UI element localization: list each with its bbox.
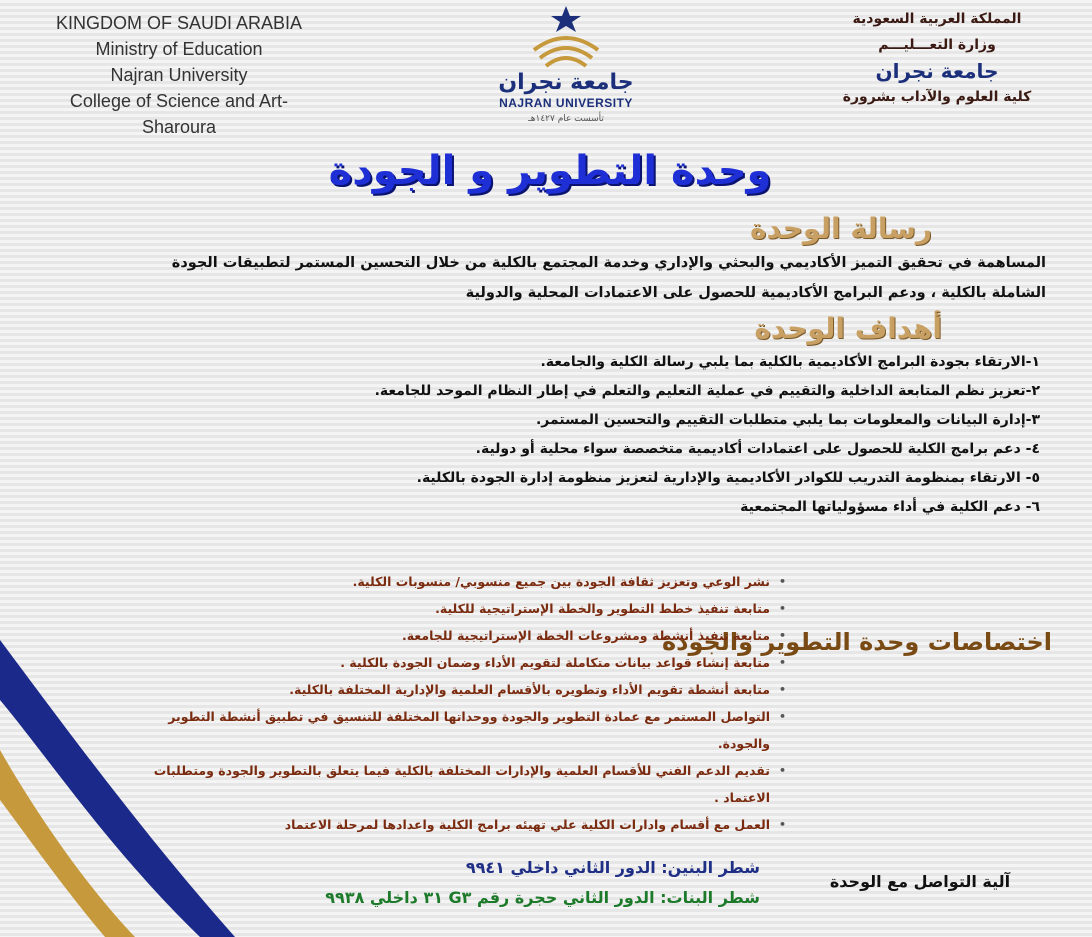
goal-item: ٤- دعم برامج الكلية للحصول على اعتمادات أكاديمية متخصصة سواء محلية أو دولية. bbox=[475, 441, 1040, 457]
mission-line-2: الشاملة بالكلية ، ودعم البرامج الأكاديمية للحصول على الاعتمادات المحلية والدولية bbox=[465, 285, 1046, 301]
goal-item: ٢-تعزيز نظم المتابعة الداخلية والتقييم في عملية التعليم والتعلم في إطار النظام الموحد للجامعة. bbox=[374, 383, 1040, 399]
specializations-list bbox=[150, 568, 788, 838]
logo-established: تأسست عام ١٤٢٧هـ bbox=[528, 114, 604, 124]
en-line-ministry: Ministry of Education bbox=[95, 39, 263, 59]
en-line-university: Najran University bbox=[110, 65, 248, 85]
ar-line-ministry: وزارة التعـــليـــم bbox=[878, 37, 996, 53]
ar-line-college: كلية العلوم والآداب بشرورة bbox=[842, 89, 1032, 105]
goal-item: ٣-إدارة البيانات والمعلومات بما يلبي متطلبات التقييم والتحسين المستمر. bbox=[535, 412, 1040, 428]
ar-line-university: جامعة نجران bbox=[875, 59, 999, 83]
ar-line-kingdom: المملكة العربية السعودية bbox=[852, 11, 1022, 27]
goal-item: ٥- الارتقاء بمنظومة التدريب للكوادر الأكاديمية والإدارية لتعزيز منظومة إدارة الجودة بالكلية. bbox=[416, 470, 1040, 486]
contact-girls-section: شطر البنات: الدور الثاني حجرة رقم G٣ ٣١ داخلي ٩٩٣٨ bbox=[325, 888, 760, 907]
task-item: • متابعة أنشطة تقويم الأداء وتطويره بالأقسام العلمية والإدارية المختلفة بالكلية. bbox=[150, 676, 770, 703]
page-title: وحدة التطوير و الجودة bbox=[328, 148, 772, 194]
goals-title: أهداف الوحدة bbox=[754, 312, 942, 345]
specializations-title: اختصاصات وحدة التطوير والجودة bbox=[662, 628, 1052, 656]
en-line-kingdom: KINGDOM OF SAUDI ARABIA bbox=[55, 13, 303, 33]
goal-item: ٦- دعم الكلية في أداء مسؤولياتها المجتمعية bbox=[740, 499, 1040, 515]
contact-boys-section: شطر البنين: الدور الثاني داخلي ٩٩٤١ bbox=[465, 858, 760, 877]
task-item: • متابعة تنفيذ خطط التطوير والخطة الإستراتيجية للكلية. bbox=[150, 595, 770, 622]
mission-line-1: المساهمة في تحقيق التميز الأكاديمي والبحثي والإداري وخدمة المجتمع بالكلية من خلال التحسين المستمر لتطبيقات الجودة bbox=[171, 255, 1046, 271]
arabic-header bbox=[832, 6, 1042, 110]
university-logo bbox=[496, 4, 636, 134]
logo-english-name: NAJRAN UNIVERSITY bbox=[499, 96, 633, 110]
task-item: • العمل مع أقسام وادارات الكلية علي تهيئه برامج الكلية واعدادها لمرحلة الاعتماد bbox=[150, 811, 770, 838]
logo-emblem-icon bbox=[496, 4, 636, 70]
task-item: • تقديم الدعم الفني للأقسام العلمية والإدارات المختلفة بالكلية فيما يتعلق بالتطوير والجودة ومتطلبات الاعتماد . bbox=[150, 757, 770, 811]
task-item: • التواصل المستمر مع عمادة التطوير والجودة ووحداتها المختلفة للتنسيق في تطبيق أنشطة التطوير والجودة. bbox=[150, 703, 770, 757]
task-item: • نشر الوعي وتعزيز ثقافة الجودة بين جميع منسوبي/ منسوبات الكلية. bbox=[150, 568, 770, 595]
mission-title: رسالة الوحدة bbox=[750, 212, 932, 245]
en-line-college: College of Science and Art- Sharoura bbox=[69, 91, 289, 137]
goals-list bbox=[220, 348, 1040, 522]
contact-title: آلية التواصل مع الوحدة bbox=[829, 872, 1011, 891]
goal-item: ١-الارتقاء بجودة البرامج الأكاديمية بالكلية بما يلبي رسالة الكلية والجامعة. bbox=[540, 354, 1040, 370]
mission-text bbox=[58, 248, 1046, 308]
task-item: • متابعة تنفيذ أنشطة ومشروعات الخطة الإستراتيجية للجامعة. bbox=[150, 622, 770, 649]
task-item: • متابعة إنشاء قواعد بيانات متكاملة لتقويم الأداء وضمان الجودة بالكلية . bbox=[150, 649, 770, 676]
logo-arabic-name: جامعة نجران bbox=[498, 70, 634, 95]
english-header bbox=[48, 10, 310, 140]
